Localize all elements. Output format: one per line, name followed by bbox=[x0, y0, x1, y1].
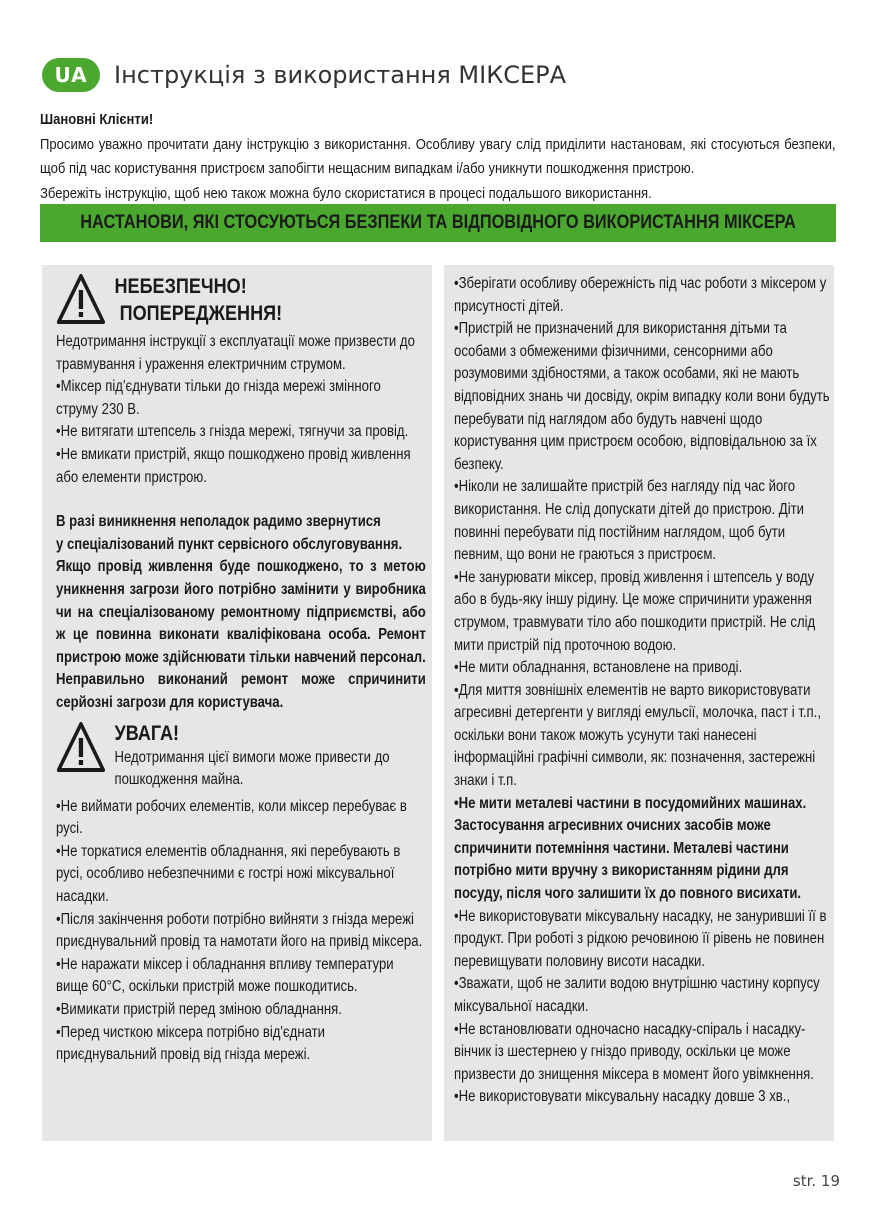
section-title-bar bbox=[40, 204, 836, 242]
list-item: •Після закінчення роботи потрібно вийняти з гнізда мережі приєднувальний провід та намотати його на привід міксера. bbox=[56, 910, 423, 951]
list-item: •Для миття зовнішніх елементів не варто використовувати агресивні детергенти у вигляді емульсії, молочка, паст і т.п., оскільки вони також можуть усунути такі нанесені інформаційні графічні символи, як: позначення, застережні знаки і т.п. bbox=[454, 681, 822, 790]
intro-text: Просимо уважно прочитати дану інструкцію з використання. Особливу увагу слід приділити настановам, які стосуються безпеки, щоб під час користування пристроєм запобігти нещасним випадкам і/або уникнути пошкодження пристрою. bbox=[40, 135, 836, 177]
list-item: •Не встановлювати одночасно насадку-спіраль і насадку-вінчик із шестернею у гніздо приводу, оскільки це може призвести до знищення міксера в момент його увімкнення. bbox=[454, 1020, 814, 1083]
warning-triangle-icon bbox=[56, 273, 106, 325]
section-title: НАСТАНОВИ, ЯКІ СТОСУЮТЬСЯ БЕЗПЕКИ ТА ВІДПОВІДНОГО ВИКОРИСТАННЯ МІКСЕРА bbox=[80, 212, 796, 233]
warning-title: ПОПЕРЕДЖЕННЯ! bbox=[119, 302, 283, 325]
language-badge: UA bbox=[42, 58, 100, 92]
list-item: •Не занурювати міксер, провід живлення і штепсель у воду або в будь-яку іншу рідину. Це може спричинити ураження струмом, травмувати тіло або пошкодити пристрій. Не слід мити пристрій під проточною водою. bbox=[454, 568, 816, 654]
greeting: Шановні Клієнти! bbox=[40, 111, 154, 128]
right-column bbox=[444, 265, 834, 1141]
list-item: •Не використовувати міксувальну насадку, не занурившиі її в продукт. При роботі з рідкою речовиною її рівень не повинен перевищувати половину висоти насадки. bbox=[454, 907, 827, 970]
list-item: •Не мити обладнання, встановлене на приводі. bbox=[454, 659, 743, 677]
list-item: •Ніколи не залишайте пристрій без нагляду під час його використання. Не слід допускати дітей до пристрою. Діти повинні перебувати під постійним наглядом, щоб бути певним, що вони не граються з пристроєм. bbox=[454, 478, 805, 564]
danger-text: Недотримання інструкції з експлуатації може призвести до травмування і ураження електричним струмом. bbox=[56, 333, 415, 373]
list-item: •Зважати, щоб не залити водою внутрішню частину корпусу міксувальної насадки. bbox=[454, 975, 820, 1015]
list-item: •Вимикати пристрій перед зміною обладнання. bbox=[56, 1001, 342, 1019]
list-item: •Не витягати штепсель з гнізда мережі, тягнучи за провід. bbox=[56, 423, 409, 441]
page-number: str. 19 bbox=[792, 1172, 840, 1190]
list-item: •Не виймати робочих елементів, коли міксер перебуває в русі. bbox=[56, 797, 407, 838]
danger-block bbox=[56, 273, 426, 327]
list-item: •Не використовувати міксувальну насадку довше 3 хв., bbox=[454, 1088, 791, 1106]
warning-triangle-icon bbox=[56, 721, 106, 773]
list-item: •Не торкатися елементів обладнання, які перебувають в русі, особливо небезпечними є гострі ножі міксувальної насадки. bbox=[56, 842, 401, 906]
list-item: •Пристрій не призначений для використання дітьми та особами з обмеженими фізичними, сенсорними або розумовими здібностями, а також особами, які не мають відповідних знань чи досвіду, окрім випадку коли вони будуть перебувати під наглядом або будуть навчені щодо користування цим пристроєм особою, відповідальною за їх безпеку. bbox=[454, 320, 830, 473]
list-item: •Зберігати особливу обережність під час роботи з міксером у присутності дітей. bbox=[454, 275, 827, 315]
caution-text: Недотримання цієї вимоги може привести до пошкодження майна. bbox=[114, 748, 390, 789]
left-column bbox=[42, 265, 432, 1141]
list-item: •Перед чисткою міксера потрібно від'єднати приєднувальний провід від гнізда мережі. bbox=[56, 1023, 325, 1064]
service-heading-2: у спеціалізований пункт сервісного обслуговування. bbox=[56, 535, 403, 553]
danger-title: НЕБЕЗПЕЧНО! bbox=[114, 275, 247, 298]
document-title: Інструкція з використання МІКСЕРА bbox=[114, 61, 567, 89]
intro bbox=[40, 108, 836, 206]
list-item: •Не вмикати пристрій, якщо пошкоджено провід живлення або елементи пристрою. bbox=[56, 445, 411, 486]
caution-block bbox=[56, 721, 426, 792]
list-item: •Не наражати міксер і обладнання впливу температури вище 60°C, оскільки пристрій може пошкодитись. bbox=[56, 955, 394, 996]
service-heading-1: В разі виникнення неполадок радимо звернутися bbox=[56, 513, 381, 531]
header bbox=[42, 57, 566, 93]
list-item: •Міксер під'єднувати тільки до гнізда мережі змінного струму 230 В. bbox=[56, 378, 381, 418]
service-text: Якщо провід живлення буде пошкоджено, то з метою уникнення загрози його потрібно замінити у виробника чи на спеціалізованому ремонтному підприємстві, або ж це повинна виконати кваліфікована особа. Ремонт пристрою може здійснювати тільки навчений персонал. Неправильно виконаний ремонт може спричинити серйозні загрози для користувача. bbox=[56, 558, 426, 711]
bold-list-item: •Не мити металеві частини в посудомийних машинах. Застосування агресивних очисних засобів може спричинити потемніння частини. Металеві частини потрібно мити вручну з використанням рідини для посуду, після чого залишити їх до повного висихати. bbox=[454, 794, 807, 903]
caution-title: УВАГА! bbox=[114, 721, 180, 745]
intro-text-2: Збережіть інструкцію, щоб нею також можна було скористатися в процесі подальшого використання. bbox=[40, 184, 652, 202]
